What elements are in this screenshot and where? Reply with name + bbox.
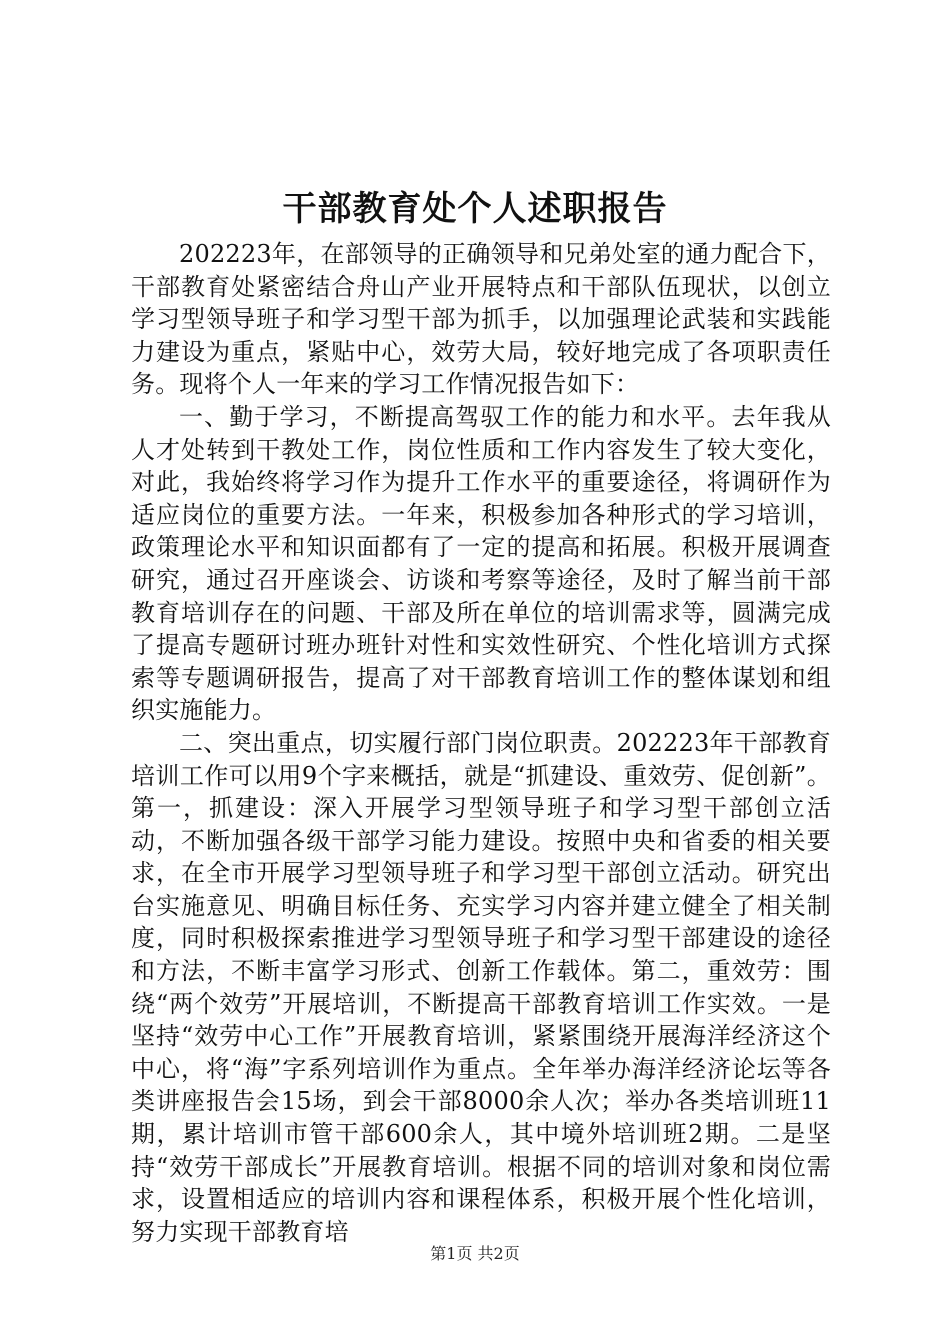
paragraph-intro: 202223年，在部领导的正确领导和兄弟处室的通力配合下，干部教育处紧密结合舟山产业开展特点和干部队伍现状，以创立学习型领导班子和学习型干部为抓手，以加强理论武装和实践能力建设为重点，紧贴中心，效劳大局，较好地完成了各项职责任务。现将个人一年来的学习工作情况报告如下： (131, 240, 831, 399)
document-title: 干部教育处个人述职报告 (282, 189, 668, 229)
page-footer: 第1页 共2页 (430, 1244, 520, 1263)
paragraph-section-one: 一、勤于学习，不断提高驾驭工作的能力和水平。去年我从人才处转到干教处工作，岗位性质和工作内容发生了较大变化，对此，我始终将学习作为提升工作水平的重要途径，将调研作为适应岗位的重要方法。一年来，积极参加各种形式的学习培训，政策理论水平和知识面都有了一定的提高和拓展。积极开展调查研究，通过召开座谈会、访谈和考察等途径，及时了解当前干部教育培训存在的问题、干部及所在单位的培训需求等，圆满完成了提高专题研讨班办班针对性和实效性研究、个性化培训方式探索等专题调研报告，提高了对干部教育培训工作的整体谋划和组织实施能力。 (131, 402, 831, 725)
document-body (131, 238, 831, 1248)
paragraph-section-two: 二、突出重点，切实履行部门岗位职责。202223年干部教育培训工作可以用9个字来概括，就是“抓建设、重效劳、促创新”。第一，抓建设：深入开展学习型领导班子和学习型干部创立活动，不断加强各级干部学习能力建设。按照中央和省委的相关要求，在全市开展学习型领导班子和学习型干部创立活动。研究出台实施意见、明确目标任务、充实学习内容并建立健全了相关制度，同时积极探索推进学习型领导班子和学习型干部建设的途径和方法，不断丰富学习形式、创新工作载体。第二，重效劳：围绕“两个效劳”开展培训，不断提高干部教育培训工作实效。一是坚持“效劳中心工作”开展教育培训，紧紧围绕开展海洋经济这个中心，将“海”字系列培训作为重点。全年举办海洋经济论坛等各类讲座报告会15场，到会干部8000余人次；举办各类培训班11期，累计培训市管干部600余人，其中境外培训班2期。二是坚持“效劳干部成长”开展教育培训。根据不同的培训对象和岗位需求，设置相适应的培训内容和课程体系，积极开展个性化培训，努力实现干部教育培 (131, 728, 831, 1246)
